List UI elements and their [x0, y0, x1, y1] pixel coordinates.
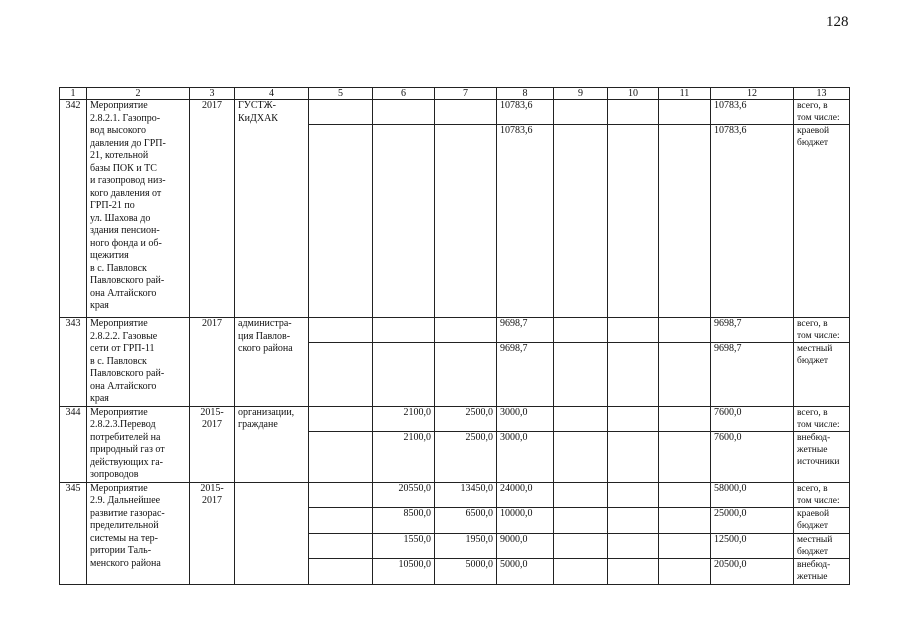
cell-col5	[309, 507, 373, 533]
table-row	[60, 482, 850, 507]
cell-col13: местный бюджет	[794, 343, 850, 406]
cell-col6: 2100,0	[373, 431, 435, 482]
cell-col12: 9698,7	[711, 318, 794, 343]
cell-col7: 6500,0	[435, 507, 497, 533]
cell-col8: 5000,0	[497, 558, 554, 584]
col-header: 6	[373, 88, 435, 100]
cell-col12: 58000,0	[711, 482, 794, 507]
cell-col5	[309, 558, 373, 584]
cell-col10	[608, 100, 659, 125]
cell-col7	[435, 343, 497, 406]
cell-col11	[659, 507, 711, 533]
cell-col12: 12500,0	[711, 533, 794, 558]
col-header: 2	[87, 88, 190, 100]
cell-col11	[659, 482, 711, 507]
cell-col10	[608, 558, 659, 584]
cell-col12: 7600,0	[711, 431, 794, 482]
cell-col10	[608, 507, 659, 533]
cell-col6: 8500,0	[373, 507, 435, 533]
cell-col10	[608, 343, 659, 406]
measure-year: 2015- 2017	[190, 482, 235, 584]
cell-col5	[309, 125, 373, 318]
row-number: 343	[60, 318, 87, 407]
cell-col8: 3000,0	[497, 406, 554, 431]
col-header: 7	[435, 88, 497, 100]
cell-col10	[608, 533, 659, 558]
cell-col11	[659, 343, 711, 406]
cell-col11	[659, 558, 711, 584]
col-header: 4	[235, 88, 309, 100]
cell-col7	[435, 100, 497, 125]
cell-col9	[554, 558, 608, 584]
col-header: 8	[497, 88, 554, 100]
cell-col9	[554, 343, 608, 406]
cell-col8: 9000,0	[497, 533, 554, 558]
cell-col5	[309, 100, 373, 125]
cell-col9	[554, 482, 608, 507]
table-row	[60, 406, 850, 431]
cell-col9	[554, 533, 608, 558]
measure-name: Мероприятие 2.8.2.2. Газовые сети от ГРП-11 в с. Павловск Павловского рай- она Алтайского края	[87, 318, 190, 407]
cell-col8: 24000,0	[497, 482, 554, 507]
cell-col6	[373, 125, 435, 318]
cell-col13: всего, в том числе:	[794, 406, 850, 431]
row-number: 344	[60, 406, 87, 482]
cell-col10	[608, 431, 659, 482]
cell-col12: 20500,0	[711, 558, 794, 584]
col-header: 5	[309, 88, 373, 100]
cell-col13: краевой бюджет	[794, 507, 850, 533]
cell-col12: 9698,7	[711, 343, 794, 406]
cell-col10	[608, 125, 659, 318]
measure-name: Мероприятие 2.8.2.1. Газопро- вод высокого давления до ГРП- 21, котельной базы ПОК и ТС и газопровод низ- кого давления от ГРП-21 по ул. Шахова до здания пенсион- ного фонда и об- щежития в с. Павловск Павловского рай- она Алтайского края	[87, 100, 190, 318]
cell-col6	[373, 100, 435, 125]
cell-col8: 9698,7	[497, 318, 554, 343]
cell-col12: 10783,6	[711, 125, 794, 318]
cell-col6: 1550,0	[373, 533, 435, 558]
cell-col11	[659, 100, 711, 125]
measure-executor	[235, 482, 309, 584]
cell-col12: 10783,6	[711, 100, 794, 125]
cell-col6: 10500,0	[373, 558, 435, 584]
measure-year: 2015- 2017	[190, 406, 235, 482]
cell-col9	[554, 125, 608, 318]
col-header: 10	[608, 88, 659, 100]
cell-col7	[435, 318, 497, 343]
cell-col8: 9698,7	[497, 343, 554, 406]
cell-col7: 13450,0	[435, 482, 497, 507]
budget-table	[59, 87, 850, 585]
col-header: 12	[711, 88, 794, 100]
cell-col13: местный бюджет	[794, 533, 850, 558]
cell-col9	[554, 318, 608, 343]
col-header: 11	[659, 88, 711, 100]
cell-col8: 10783,6	[497, 125, 554, 318]
cell-col5	[309, 482, 373, 507]
cell-col9	[554, 507, 608, 533]
cell-col7: 2500,0	[435, 406, 497, 431]
row-number: 345	[60, 482, 87, 584]
cell-col13: внебюд- жетные источники	[794, 431, 850, 482]
measure-executor: организации, граждане	[235, 406, 309, 482]
cell-col7	[435, 125, 497, 318]
measure-year: 2017	[190, 100, 235, 318]
measure-name: Мероприятие 2.8.2.3.Перевод потребителей на природный газ от действующих га- зопроводов	[87, 406, 190, 482]
col-header: 1	[60, 88, 87, 100]
cell-col5	[309, 318, 373, 343]
cell-col11	[659, 406, 711, 431]
measure-name: Мероприятие 2.9. Дальнейшее развитие газорас- пределительной системы на тер- ритории Таль- менского района	[87, 482, 190, 584]
cell-col13: всего, в том числе:	[794, 318, 850, 343]
measure-executor: администра- ция Павлов- ского района	[235, 318, 309, 407]
col-header: 3	[190, 88, 235, 100]
cell-col6: 20550,0	[373, 482, 435, 507]
cell-col7: 1950,0	[435, 533, 497, 558]
cell-col7: 5000,0	[435, 558, 497, 584]
row-number: 342	[60, 100, 87, 318]
cell-col11	[659, 318, 711, 343]
cell-col11	[659, 125, 711, 318]
cell-col9	[554, 100, 608, 125]
cell-col5	[309, 431, 373, 482]
cell-col11	[659, 431, 711, 482]
cell-col13: всего, в том числе:	[794, 100, 850, 125]
cell-col11	[659, 533, 711, 558]
cell-col5	[309, 343, 373, 406]
cell-col12: 7600,0	[711, 406, 794, 431]
cell-col10	[608, 406, 659, 431]
column-numbers-row	[60, 88, 850, 100]
measure-executor: ГУСТЖ- КиДХАК	[235, 100, 309, 318]
cell-col13: всего, в том числе:	[794, 482, 850, 507]
cell-col5	[309, 533, 373, 558]
cell-col10	[608, 482, 659, 507]
cell-col12: 25000,0	[711, 507, 794, 533]
cell-col13: внебюд- жетные	[794, 558, 850, 584]
page-number: 128	[826, 14, 849, 30]
cell-col7: 2500,0	[435, 431, 497, 482]
cell-col8: 10000,0	[497, 507, 554, 533]
cell-col6	[373, 318, 435, 343]
table-row	[60, 100, 850, 125]
cell-col8: 3000,0	[497, 431, 554, 482]
cell-col8: 10783,6	[497, 100, 554, 125]
cell-col13: краевой бюджет	[794, 125, 850, 318]
cell-col6: 2100,0	[373, 406, 435, 431]
cell-col9	[554, 406, 608, 431]
col-header: 9	[554, 88, 608, 100]
table-row	[60, 318, 850, 343]
cell-col6	[373, 343, 435, 406]
cell-col5	[309, 406, 373, 431]
cell-col10	[608, 318, 659, 343]
col-header: 13	[794, 88, 850, 100]
cell-col9	[554, 431, 608, 482]
measure-year: 2017	[190, 318, 235, 407]
